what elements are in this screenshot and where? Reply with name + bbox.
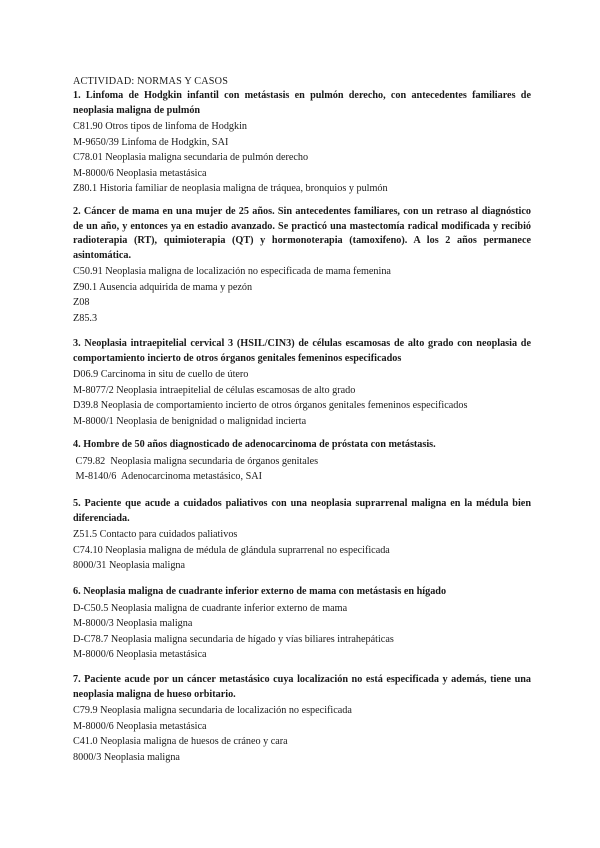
code-line: M-8000/6 Neoplasia metastásica [73,649,207,660]
case-title: 3. Neoplasia intraepitelial cervical 3 (HSIL/CIN3) de células escamosas de alto grado con neoplasia de comportamiento incierto de otros órganos genitales femeninos especificados [73,338,531,364]
case-title: 1. Linfoma de Hodgkin infantil con metástasis en pulmón derecho, con antecedentes familiares de neoplasia maligna de pulmón [73,90,531,116]
code-line: C81.90 Otros tipos de linfoma de Hodgkin [73,121,248,132]
code-line: C41.0 Neoplasia maligna de huesos de cráneo y cara [73,736,288,747]
code-line: D-C78.7 Neoplasia maligna secundaria de hígado y vías biliares intrahepáticas [73,633,394,645]
code-line: Z51.5 Contacto para cuidados paliativos [73,529,238,540]
case-title: 4. Hombre de 50 años diagnosticado de adenocarcinoma de próstata con metástasis. [73,439,436,450]
code-line: M-8000/6 Neoplasia metastásica [73,167,207,179]
code-line: M-8000/3 Neoplasia maligna [73,618,193,629]
code-line: 8000/3 Neoplasia maligna [73,751,180,763]
case-1 [73,89,531,197]
code-line: D-C50.5 Neoplasia maligna de cuadrante inferior externo de mama [73,602,348,614]
code-line: Z90.1 Ausencia adquirida de mama y pezón [73,281,253,293]
case-title: 7. Paciente acude por un cáncer metastásico cuya localización no está especificada y además, tiene una neoplasia maligna de hueso orbitario. [73,674,531,700]
code-line: C79.82 Neoplasia maligna secundaria de órganos genitales [73,455,319,467]
code-line: M-8000/1 Neoplasia de benignidad o malignidad incierta [73,415,307,427]
code-line: C78.01 Neoplasia maligna secundaria de pulmón derecho [73,152,309,163]
code-line: M-9650/39 Linfoma de Hodgkin, SAI [73,136,229,148]
code-line: D06.9 Carcinoma in situ de cuello de útero [73,369,249,380]
case-6 [73,585,531,663]
code-line: Z85.3 [73,312,98,324]
code-line: C79.9 Neoplasia maligna secundaria de localización no especificada [73,705,352,716]
case-3 [73,337,531,429]
code-line: 8000/31 Neoplasia maligna [73,560,186,571]
code-line: C74.10 Neoplasia maligna de médula de glándula suprarrenal no especificada [73,544,390,556]
code-line: D39.8 Neoplasia de comportamiento incierto de otros órganos genitales femeninos especificados [73,400,468,411]
case-title: 5. Paciente que acude a cuidados paliativos con una neoplasia suprarrenal maligna en la médula bien diferenciada. [73,498,531,524]
case-title: 2. Cáncer de mama en una mujer de 25 años. Sin antecedentes familiares, con un retraso al diagnóstico de un año, y entonces ya en estadio avanzado. Se practicó una mastectomía radical modificada y recibió radioterapia (RT), quimioterapia (QT) y hormonoterapia (tamoxifeno). A los 2 años permanece asintomática. [73,206,531,261]
case-2 [73,205,531,326]
code-line: C50.91 Neoplasia maligna de localización no especificada de mama femenina [73,266,391,277]
code-line: M-8077/2 Neoplasia intraepitelial de células escamosas de alto grado [73,384,356,396]
code-line: M-8000/6 Neoplasia metastásica [73,720,207,732]
case-4 [73,438,531,485]
code-line: Z08 [73,297,90,308]
document-title: ACTIVIDAD: NORMAS Y CASOS [73,76,229,87]
case-5 [73,497,531,574]
case-title: 6. Neoplasia maligna de cuadrante inferior externo de mama con metástasis en hígado [73,586,447,597]
case-7 [73,673,531,765]
code-line: M-8140/6 Adenocarcinoma metastásico, SAI [73,471,262,482]
code-line: Z80.1 Historia familiar de neoplasia maligna de tráquea, bronquios y pulmón [73,183,388,194]
